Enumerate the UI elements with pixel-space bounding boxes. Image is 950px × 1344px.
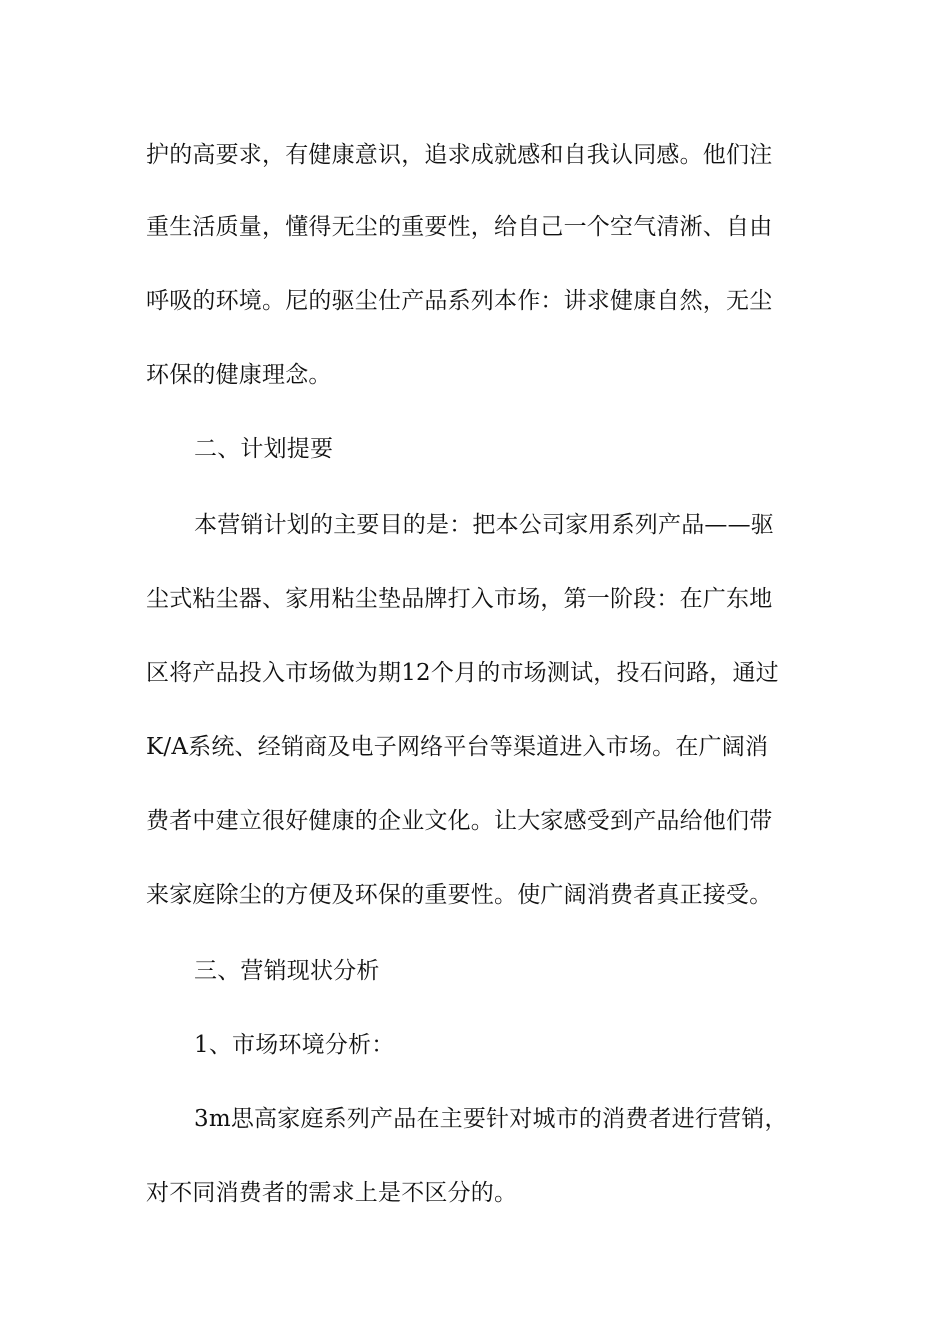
paragraph-line: 护的高要求，有健康意识，追求成就感和自我认同感。他们注 bbox=[146, 142, 773, 168]
paragraph-line: 重生活质量，懂得无尘的重要性，给自己一个空气清淅、自由 bbox=[146, 214, 773, 240]
paragraph-line: 环保的健康理念。 bbox=[146, 362, 332, 388]
paragraph-line: 来家庭除尘的方便及环保的重要性。使广阔消费者真正接受。 bbox=[146, 882, 773, 908]
paragraph-line: 对不同消费者的需求上是不区分的。 bbox=[146, 1180, 518, 1206]
paragraph-line: 本营销计划的主要目的是：把本公司家用系列产品——驱 bbox=[194, 512, 774, 538]
section-heading: 二、计划提要 bbox=[194, 436, 334, 462]
paragraph-line: K/A系统、经销商及电子网络平台等渠道进入市场。在广阔消 bbox=[146, 734, 769, 760]
paragraph-line: 区将产品投入市场做为期12个月的市场测试，投石问路，通过 bbox=[146, 660, 779, 686]
paragraph-line: 呼吸的环境。尼的驱尘仕产品系列本作：讲求健康自然，无尘 bbox=[146, 288, 773, 314]
paragraph-line: 3m思高家庭系列产品在主要针对城市的消费者进行营销， bbox=[194, 1106, 788, 1132]
subsection-heading: 1、市场环境分析： bbox=[194, 1032, 395, 1058]
paragraph-line: 费者中建立很好健康的企业文化。让大家感受到产品给他们带 bbox=[146, 808, 773, 834]
section-heading: 三、营销现状分析 bbox=[194, 958, 380, 984]
paragraph-line: 尘式粘尘器、家用粘尘垫品牌打入市场，第一阶段：在广东地 bbox=[146, 586, 773, 612]
